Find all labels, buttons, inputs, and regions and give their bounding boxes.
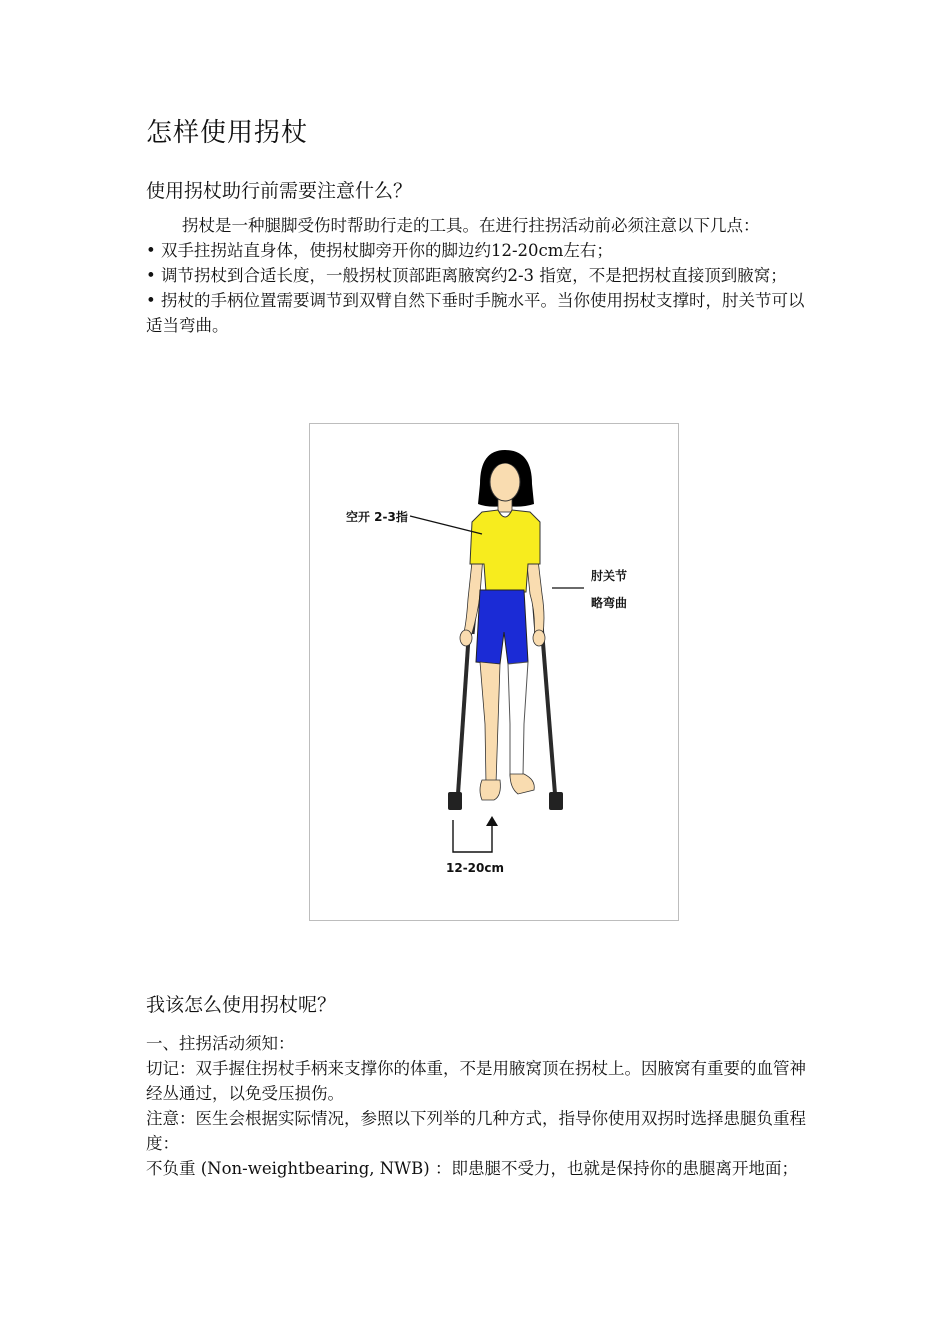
section1-body xyxy=(146,213,812,338)
face xyxy=(490,463,520,501)
cast-leg xyxy=(508,662,528,776)
left-foot xyxy=(480,780,500,800)
section1-heading: 使用拐杖助行前需要注意什么？ xyxy=(146,180,413,202)
label-elbow-2: 略弯曲 xyxy=(591,596,628,610)
paragraph-nwb: 不负重 (Non-weightbearing, NWB) ：即患腿不受力，也就是保持你的患腿离开地面； xyxy=(146,1159,798,1178)
shorts xyxy=(476,590,528,664)
armpit-pointer xyxy=(410,516,482,534)
section2-heading: 我该怎么使用拐杖呢？ xyxy=(146,994,337,1016)
paragraph-caution: 切记：双手握住拐杖手柄来支撑你的体重，不是用腋窝顶在拐杖上。因腋窝有重要的血管神经丛通过，以免受压损伤。 xyxy=(146,1059,806,1103)
label-elbow-1: 肘关节 xyxy=(591,569,628,583)
crutch-figure-svg xyxy=(310,424,680,922)
section2-subheading: 一、拄拐活动须知： xyxy=(146,1034,295,1053)
bullet-item: • 拐杖的手柄位置需要调节到双臂自然下垂时手腕水平。当你使用拐杖支撑时，肘关节可以适当弯曲。 xyxy=(146,291,805,335)
section2-body xyxy=(146,1031,812,1181)
bullet-item: • 双手拄拐站直身体，使拐杖脚旁开你的脚边约12-20cm左右； xyxy=(146,241,613,260)
crutch-illustration xyxy=(309,423,679,921)
distance-marker xyxy=(453,816,498,852)
label-distance: 12-20cm xyxy=(446,861,504,875)
label-armpit-gap: 空开 2-3指 xyxy=(346,510,408,524)
paragraph-note: 注意：医生会根据实际情况，参照以下列举的几种方式，指导你使用双拐时选择患腿负重程度： xyxy=(146,1109,806,1153)
page-title: 怎样使用拐杖 xyxy=(146,118,309,148)
section1-intro: 拐杖是一种腿脚受伤时帮助行走的工具。在进行拄拐活动前必须注意以下几点： xyxy=(182,216,760,235)
right-foot xyxy=(510,774,534,794)
bullet-item: • 调节拐杖到合适长度，一般拐杖顶部距离腋窝约2-3 指宽，不是把拐杖直接顶到腋窝； xyxy=(146,266,787,285)
left-leg xyxy=(480,662,500,784)
